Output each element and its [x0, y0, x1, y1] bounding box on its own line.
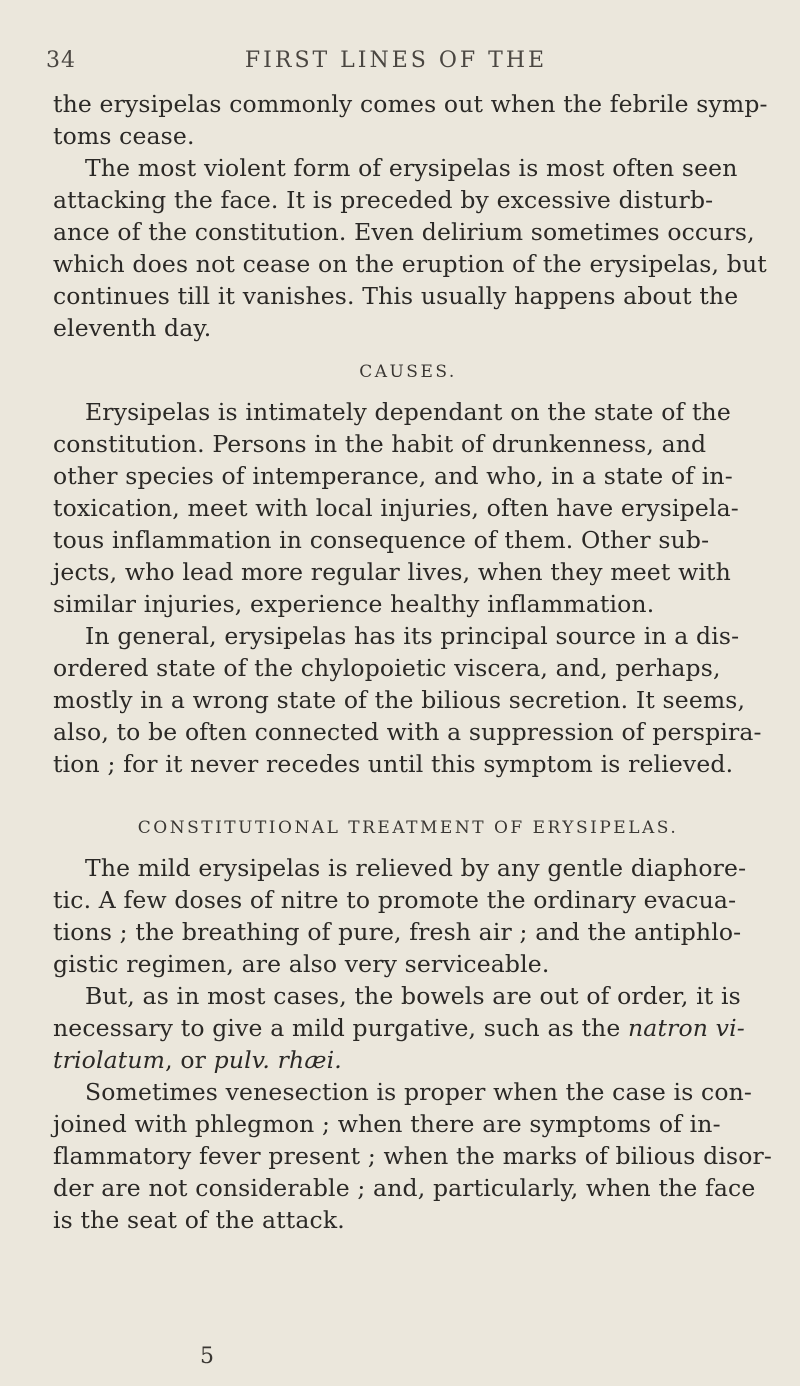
text-line: other species of intemperance, and who, in a state of in-: [53, 462, 733, 490]
text-line: the erysipelas commonly comes out when the febrile symp-: [53, 90, 768, 118]
text-line: similar injuries, experience healthy inflammation.: [53, 590, 655, 618]
page-number: 34: [46, 48, 76, 73]
text-line: joined with phlegmon ; when there are symptoms of in-: [53, 1110, 721, 1138]
section-heading-causes: CAUSES.: [359, 362, 457, 382]
running-head: FIRST LINES OF THE: [244, 48, 548, 73]
text-line: In general, erysipelas has its principal source in a dis-: [85, 622, 740, 650]
text-line: eleventh day.: [53, 314, 212, 342]
text-line: continues till it vanishes. This usually happens about the: [53, 282, 739, 310]
text-line: attacking the face. It is preceded by excessive disturb-: [53, 186, 714, 214]
text-line: But, as in most cases, the bowels are out of order, it is: [85, 982, 741, 1010]
text-line: toms cease.: [53, 122, 195, 150]
text-line: Sometimes venesection is proper when the case is con-: [85, 1078, 753, 1106]
latin-term: triolatum: [53, 1046, 166, 1074]
text-line: tous inflammation in consequence of them. Other sub-: [53, 526, 710, 554]
text-line: is the seat of the attack.: [53, 1206, 345, 1234]
text-line: The most violent form of erysipelas is most often seen: [85, 154, 738, 182]
text-line: The mild erysipelas is relieved by any gentle diaphore-: [85, 854, 747, 882]
text-line: [53, 1044, 763, 1076]
text-line: [53, 1012, 763, 1044]
text-line: ance of the constitution. Even delirium sometimes occurs,: [53, 218, 755, 246]
text-span: necessary to give a mild purgative, such as the: [53, 1014, 629, 1042]
signature-mark: 5: [200, 1344, 214, 1369]
text-line: ordered state of the chylopoietic viscera, and, perhaps,: [53, 654, 721, 682]
latin-term: natron vi-: [628, 1014, 745, 1042]
text-line: which does not cease on the eruption of the erysipelas, but: [53, 250, 767, 278]
latin-term: pulv. rhæi.: [213, 1046, 342, 1074]
text-line: mostly in a wrong state of the bilious secretion. It seems,: [53, 686, 746, 714]
text-span: , or: [165, 1046, 214, 1074]
text-line: jects, who lead more regular lives, when they meet with: [53, 558, 731, 586]
text-line: gistic regimen, are also very serviceable.: [53, 950, 550, 978]
section-heading-treatment: CONSTITUTIONAL TREATMENT OF ERYSIPELAS.: [137, 818, 679, 838]
text-line: also, to be often connected with a suppression of perspira-: [53, 718, 762, 746]
text-line: der are not considerable ; and, particularly, when the face: [53, 1174, 756, 1202]
text-line: tions ; the breathing of pure, fresh air ; and the antiphlo-: [53, 918, 742, 946]
text-line: constitution. Persons in the habit of drunkenness, and: [53, 430, 707, 458]
text-line: flammatory fever present ; when the marks of bilious disor-: [53, 1142, 772, 1170]
text-line: Erysipelas is intimately dependant on the state of the: [85, 398, 731, 426]
text-line: tic. A few doses of nitre to promote the ordinary evacua-: [53, 886, 737, 914]
page-header: [46, 48, 746, 78]
text-line: toxication, meet with local injuries, often have erysipela-: [53, 494, 739, 522]
text-line: tion ; for it never recedes until this symptom is relieved.: [53, 750, 734, 778]
